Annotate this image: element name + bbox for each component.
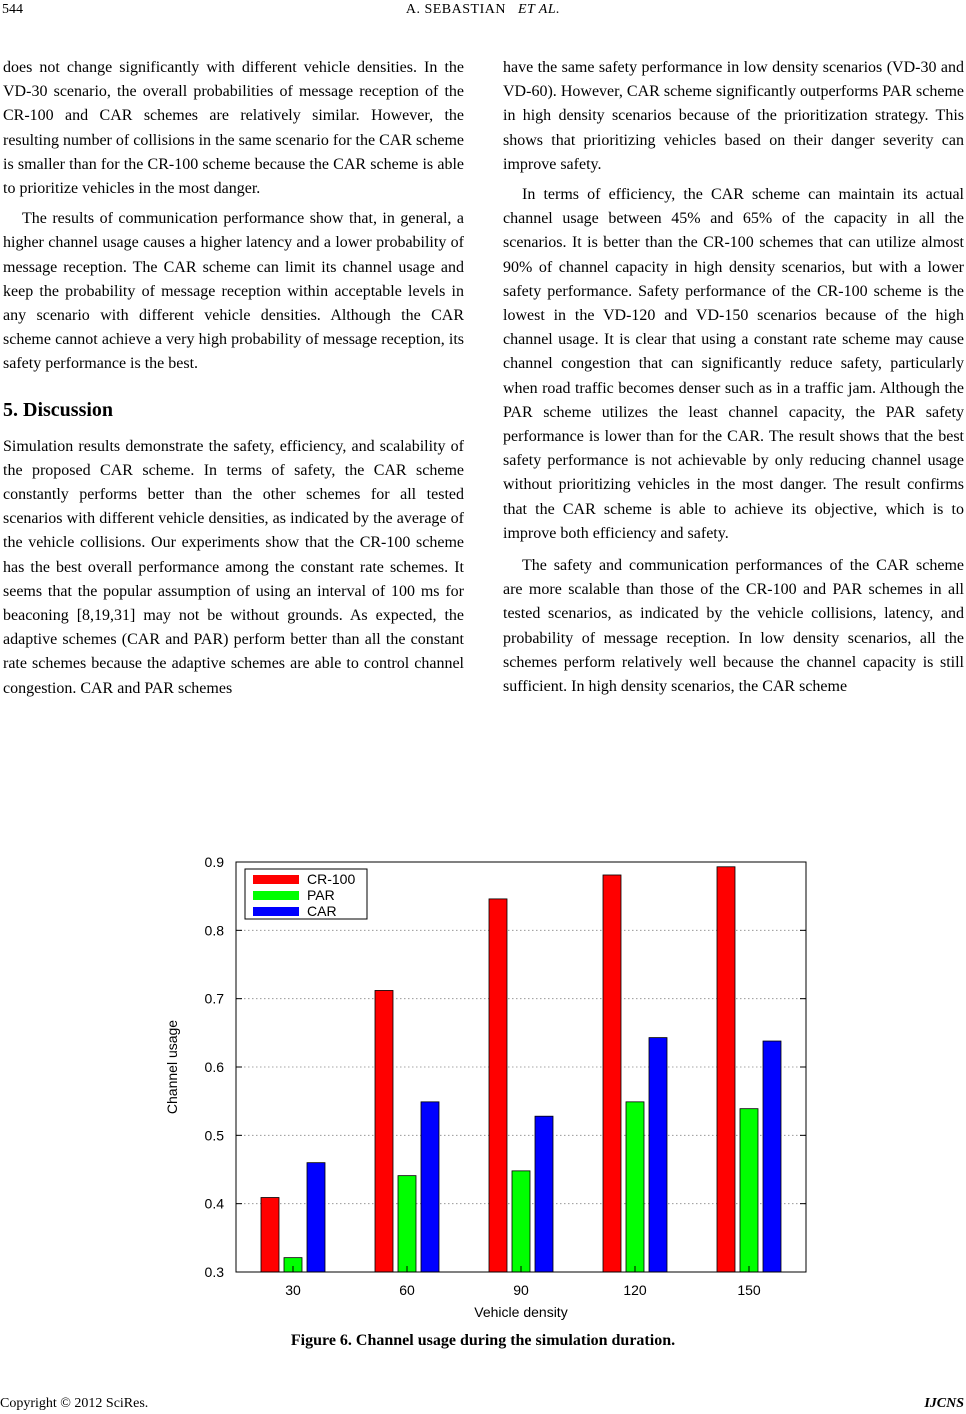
x-tick-label: 150	[737, 1282, 761, 1298]
running-head	[0, 2, 966, 18]
bar-cr-100	[489, 899, 507, 1272]
y-tick-label: 0.5	[204, 1127, 224, 1144]
page-number: 544	[2, 2, 23, 17]
y-axis-label: Channel usage	[164, 1019, 180, 1115]
bar-cr-100	[261, 1198, 279, 1272]
bar-car	[307, 1163, 325, 1272]
x-tick-label: 30	[285, 1282, 301, 1298]
x-tick-label: 90	[513, 1282, 529, 1298]
copyright: Copyright © 2012 SciRes.	[0, 1396, 149, 1411]
bar-chart	[150, 848, 820, 1324]
y-tick-label: 0.9	[204, 854, 224, 870]
legend-label: CAR	[307, 903, 337, 919]
legend-swatch	[253, 907, 299, 916]
running-head-et-al: ET AL.	[517, 2, 561, 17]
page-footer	[0, 1396, 966, 1414]
running-head-author: A. SEBASTIAN	[405, 2, 506, 17]
bar-car	[535, 1116, 553, 1272]
bar-cr-100	[375, 990, 393, 1272]
y-tick-label: 0.7	[204, 990, 224, 1007]
bar-cr-100	[717, 867, 735, 1272]
legend-label: CR-100	[307, 871, 356, 887]
y-tick-label: 0.4	[204, 1195, 224, 1212]
legend-swatch	[253, 891, 299, 900]
x-tick-label: 120	[623, 1282, 647, 1298]
legend-swatch	[253, 875, 299, 884]
bar-cr-100	[603, 875, 621, 1272]
journal-name: IJCNS	[924, 1396, 964, 1411]
bar-par	[740, 1109, 758, 1272]
legend-label: PAR	[307, 887, 335, 903]
x-axis-label: Vehicle density	[474, 1304, 568, 1320]
paragraph: In terms of efficiency, the CAR scheme can maintain its actual channel usage between 45% and 65% of the capacity in all the scenarios. It is better than the CR-100 schemes that can utilize almost 90% of channel capacity in high density scenarios, but with a lower safety performance. Safety performance of the CR-100 scheme is the lowest in the VD-120 and VD-150 scenarios because of the high channel usage. It is clear that using a constant rate scheme may cause channel congestion that can significantly reduce safety, particularly when road traffic becomes denser such as in a traffic jam. Although the PAR scheme utilizes the least channel capacity, the PAR safety performance is lower than for the CAR. The result shows that the best safety performance is not achievable by only reducing channel usage without prioritizing vehicles in the most danger. The result confirms that the CAR scheme is able to achieve its objective, which is to improve both efficiency and safety.	[503, 186, 964, 542]
paragraph: Simulation results demonstrate the safety, efficiency, and scalability of the proposed CAR scheme. In terms of safety, the CAR scheme constantly performs better than the other schemes for all tested scenarios with different vehicle densities, as indicated by the average of the vehicle collisions. Our experiments show that the CR-100 scheme has the best overall performance among the constant rate schemes. It seems that the popular assumption of using an interval of 100 ms for beaconing [8,19,31] may not be without grounds. As expected, the adaptive schemes (CAR and PAR) perform better than all the constant rate schemes because the adaptive schemes are able to control channel congestion. CAR and PAR schemes	[3, 437, 464, 697]
paragraph: The safety and communication performances of the CAR scheme are more scalable than those of the CR-100 and PAR schemes in all tested scenarios, as indicated by the vehicle collisions, latency, and probability of message reception. In low density scenarios, all the schemes perform relatively well because the channel capacity is still sufficient. In high density scenarios, the CAR scheme	[503, 557, 964, 696]
bar-par	[398, 1176, 416, 1272]
page-header	[0, 0, 966, 24]
right-column	[503, 56, 964, 699]
y-tick-label: 0.8	[204, 922, 224, 939]
left-column	[3, 56, 464, 701]
y-tick-label: 0.6	[204, 1059, 224, 1075]
chart-legend	[245, 869, 367, 919]
paragraph: The results of communication performance show that, in general, a higher channel usage causes a higher latency and a lower probability of message reception. The CAR scheme can limit its channel usage and keep the probability of message reception within acceptable levels in any scenario with different vehicle densities. Although the CAR scheme cannot achieve a very high probability of message reception, its safety performance is the best.	[3, 210, 464, 373]
bar-par	[626, 1102, 644, 1272]
section-heading: 5. Discussion	[3, 398, 114, 421]
chart-bars	[261, 867, 781, 1272]
bar-par	[512, 1171, 530, 1272]
paragraph: does not change significantly with different vehicle densities. In the VD-30 scenario, the overall probabilities of message reception of the CR-100 and CAR schemes are relatively similar. However, the resulting number of collisions in the same scenario for the CAR scheme is smaller than for the CR-100 scheme because the CAR scheme is able to prioritize vehicles in the most danger.	[3, 59, 464, 198]
paragraph: have the same safety performance in low density scenarios (VD-30 and VD-60). However, CAR scheme significantly outperforms PAR scheme in high density scenarios because of the prioritization strategy. This shows that prioritizing vehicles based on their danger severity can improve safety.	[503, 59, 964, 173]
figure-channel-usage	[150, 848, 820, 1324]
bar-car	[649, 1038, 667, 1272]
bar-car	[421, 1102, 439, 1272]
figure-caption: Figure 6. Channel usage during the simulation duration.	[290, 1332, 676, 1349]
bar-car	[763, 1041, 781, 1272]
x-tick-label: 60	[399, 1282, 415, 1298]
y-tick-label: 0.3	[204, 1264, 224, 1280]
